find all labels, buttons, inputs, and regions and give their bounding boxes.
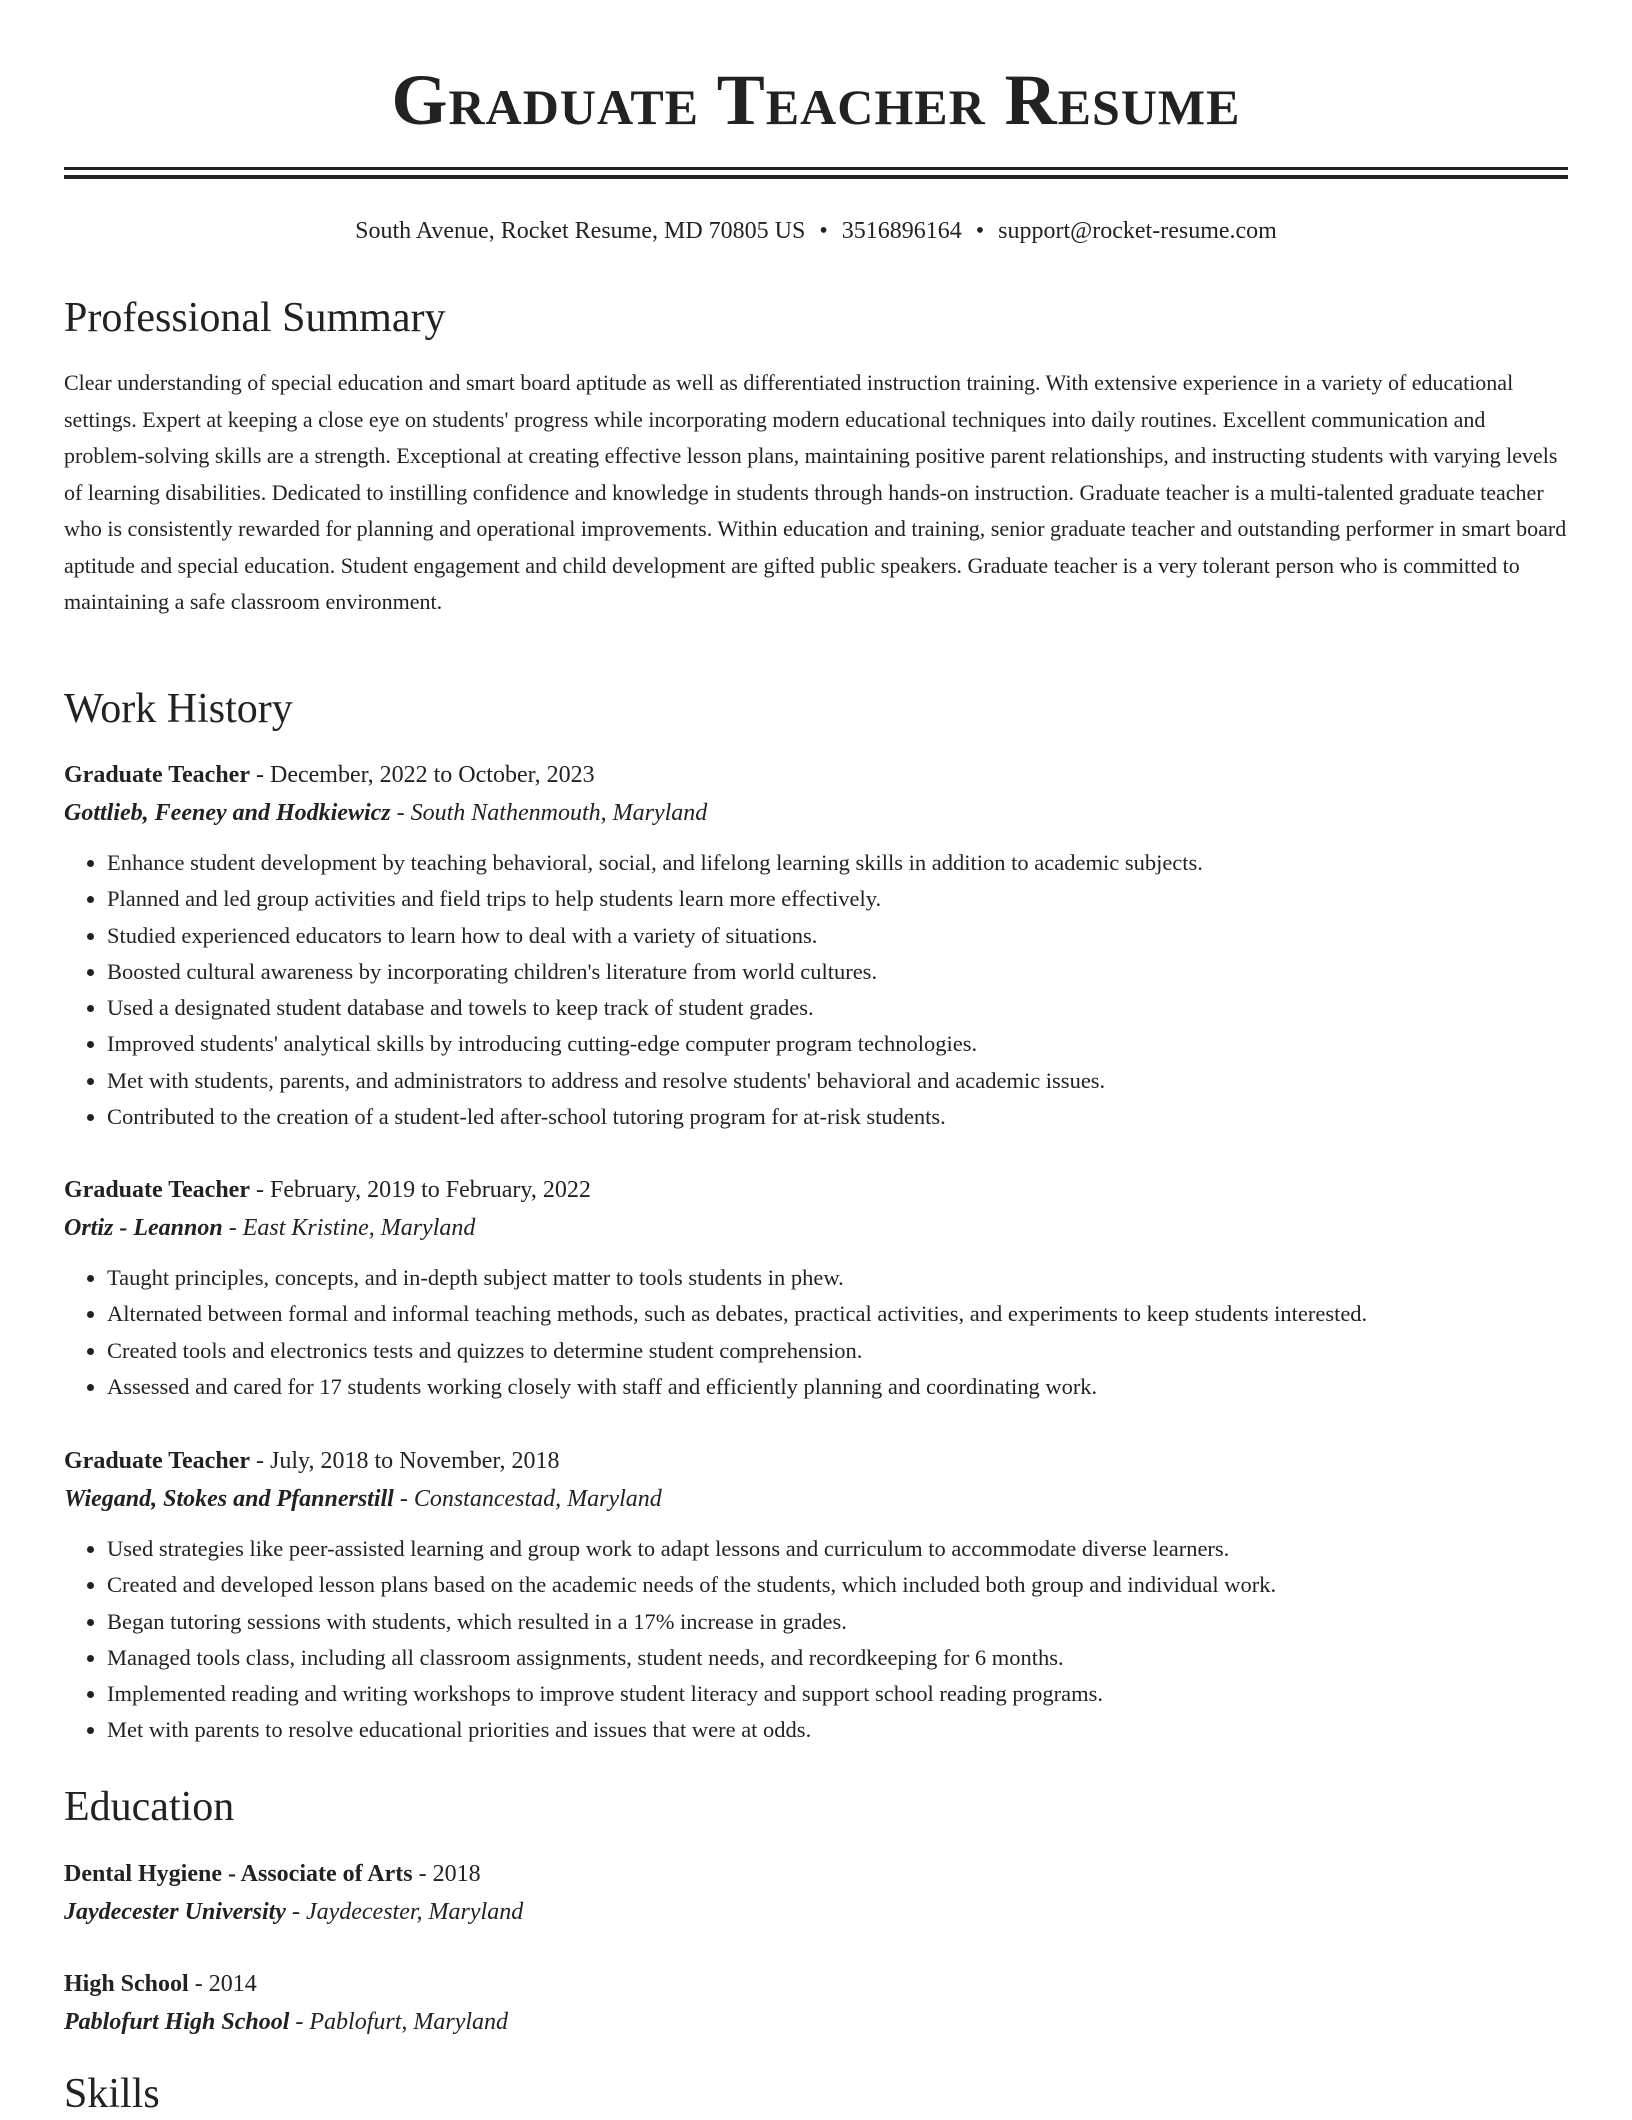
education-degree: High School [64,1971,189,1997]
education-degree: Dental Hygiene - Associate of Arts [64,1861,413,1887]
list-item: • Used strategies like peer-assisted learning and group work to adapt lessons and curriculum to accommodate diverse learners. [107,1531,1568,1567]
job-entry [64,1172,1568,1405]
job-role: Graduate Teacher [64,1177,250,1203]
list-item: • Assessed and cared for 17 students working closely with staff and efficiently planning and coordinating work. [107,1369,1568,1405]
education-location: Jaydecester, Maryland [305,1899,524,1925]
job-bullets [64,1260,1568,1405]
job-employer-line: Wiegand, Stokes and Pfannerstill - Constancestad, Maryland [64,1486,662,1512]
list-item: • Managed tools class, including all classroom assignments, student needs, and recordkeeping for 6 months. [107,1640,1568,1676]
summary-text: Clear understanding of special education and smart board aptitude as well as differentiated instruction training. With extensive experience in a variety of educational settings. Expert at keeping a close eye on students' progress while incorporating modern educational techniques into daily routines. Excellent communication and problem-solving skills are a strength. Exceptional at creating effective lesson plans, maintaining positive parent relationships, and instructing students with varying levels of learning disabilities. Dedicated to instilling confidence and knowledge in students through hands-on instruction. Graduate teacher is a multi-talented graduate teacher who is consistently rewarded for planning and operational improvements. Within education and training, senior graduate teacher and outstanding performer in smart board aptitude and special education. Student engagement and child development are gifted public speakers. Graduate teacher is a very tolerant person who is committed to maintaining a safe classroom environment. [64,370,1567,614]
list-item: • Created and developed lesson plans based on the academic needs of the students, which included both group and individual work. [107,1567,1568,1603]
list-item: • Enhance student development by teaching behavioral, social, and lifelong learning skills in addition to academic subjects. [107,845,1568,881]
education-location: Pablofurt, Maryland [309,2009,509,2035]
job-role: Graduate Teacher [64,1448,250,1474]
job-entry [64,757,1568,1135]
list-item: • Met with students, parents, and administrators to address and resolve students' behavioral and academic issues. [107,1063,1568,1099]
resume-title: Graduate Teacher Resume [391,60,1241,140]
list-item: • Improved students' analytical skills by introducing cutting-edge computer program technologies. [107,1026,1568,1062]
job-dates: December, 2022 to October, 2023 [270,762,595,788]
job-title-line: Graduate Teacher - February, 2019 to February, 2022 [64,1177,591,1203]
job-location: Constancestad, Maryland [413,1486,662,1512]
contact-email: support@rocket-resume.com [998,218,1277,244]
job-employer: Ortiz - Leannon [64,1215,223,1241]
contact-phone: 3516896164 [841,218,962,244]
title-divider-thick [64,175,1568,179]
job-location: South Nathenmouth, Maryland [410,800,708,826]
job-employer-line: Gottlieb, Feeney and Hodkiewicz - South Nathenmouth, Maryland [64,800,708,826]
skills-heading: Skills [64,2071,160,2117]
job-bullets [64,1531,1568,1749]
job-dates: February, 2019 to February, 2022 [270,1177,591,1203]
education-school-line: Pablofurt High School - Pablofurt, Maryland [64,2009,509,2035]
list-item: • Created tools and electronics tests and quizzes to determine student comprehension. [107,1333,1568,1369]
list-item: • Studied experienced educators to learn how to deal with a variety of situations. [107,918,1568,954]
education-heading: Education [64,1784,235,1830]
list-item: • Alternated between formal and informal teaching methods, such as debates, practical activities, and experiments to keep students interested. [107,1296,1568,1332]
education-entry [64,1856,1568,1932]
contact-separator: • [975,218,985,244]
list-item: • Contributed to the creation of a student-led after-school tutoring program for at-risk students. [107,1099,1568,1135]
list-item: • Implemented reading and writing workshops to improve student literacy and support school reading programs. [107,1676,1568,1712]
education-year: 2018 [432,1861,481,1887]
job-employer-line: Ortiz - Leannon - East Kristine, Maryland [64,1215,476,1241]
education-school-line: Jaydecester University - Jaydecester, Maryland [64,1899,524,1925]
education-school: Jaydecester University [64,1899,286,1925]
summary-heading: Professional Summary [64,295,446,341]
contact-address: South Avenue, Rocket Resume, MD 70805 US [355,218,806,244]
job-bullets [64,845,1568,1135]
job-employer: Gottlieb, Feeney and Hodkiewicz [64,800,391,826]
title-divider-thin [64,167,1568,170]
job-title-line: Graduate Teacher - July, 2018 to November, 2018 [64,1448,560,1474]
list-item: • Used a designated student database and towels to keep track of student grades. [107,990,1568,1026]
work-history-heading: Work History [64,686,293,732]
education-degree-line: Dental Hygiene - Associate of Arts - 2018 [64,1861,481,1887]
job-role: Graduate Teacher [64,762,250,788]
list-item: • Boosted cultural awareness by incorporating children's literature from world cultures. [107,954,1568,990]
education-entry [64,1966,1568,2042]
list-item: • Planned and led group activities and field trips to help students learn more effectively. [107,881,1568,917]
contact-separator: • [819,218,828,244]
job-entry [64,1443,1568,1749]
education-year: 2014 [208,1971,257,1997]
education-degree-line: High School - 2014 [64,1971,257,1997]
contact-line [64,214,1568,248]
job-dates: July, 2018 to November, 2018 [270,1448,560,1474]
job-title-line: Graduate Teacher - December, 2022 to October, 2023 [64,762,595,788]
list-item: • Met with parents to resolve educational priorities and issues that were at odds. [107,1712,1568,1748]
job-location: East Kristine, Maryland [242,1215,476,1241]
education-school: Pablofurt High School [64,2009,290,2035]
list-item: • Began tutoring sessions with students, which resulted in a 17% increase in grades. [107,1604,1568,1640]
job-employer: Wiegand, Stokes and Pfannerstill [64,1486,394,1512]
list-item: • Taught principles, concepts, and in-depth subject matter to tools students in phew. [107,1260,1568,1296]
